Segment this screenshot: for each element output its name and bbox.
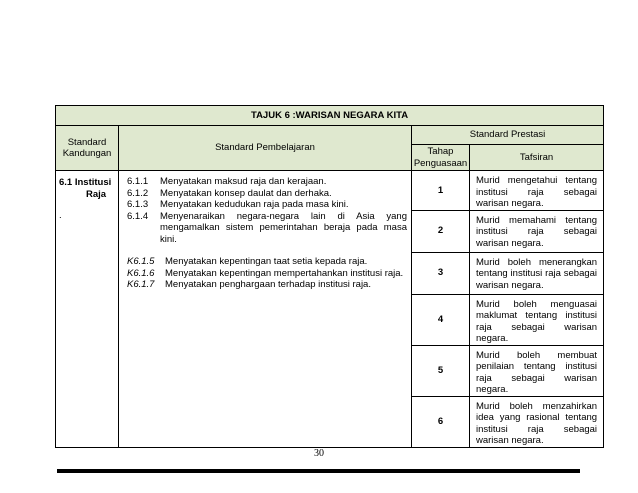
tahap-4: 4 [412,294,470,345]
footer-rule [57,469,580,473]
pembelajaran-item: 6.1.4 Menyenaraikan negara-negara lain di Asia yang mengamalkan sistem pemerintahan beraja pada masa kini. [127,210,407,245]
pembelajaran-item: 6.1.1 Menyatakan maksud raja dan kerajaan. [127,176,327,187]
tahap-6: 6 [412,396,470,447]
header-tahap-penguasaan: Tahap Penguasaan [412,145,470,171]
header-standard-kandungan: Standard Kandungan [56,126,119,171]
tafsiran-2: Murid memahami tentang institusi raja sebagai warisan negara. [470,210,604,252]
kandungan-sub: Raja [86,188,107,200]
kandungan-code: 6.1 Institusi [59,177,112,188]
standard-pembelajaran-cell [119,171,412,448]
standard-kandungan-cell [56,171,119,448]
pembelajaran-item: 6.1.3 Menyatakan kedudukan raja pada masa kini. [127,199,349,210]
pembelajaran-item: 6.1.2 Menyatakan konsep daulat dan derhaka. [127,187,332,199]
page-number: 30 [314,448,324,459]
standards-table [55,105,604,448]
tafsiran-3: Murid boleh menerangkan tentang institusi raja sebagai warisan negara. [470,252,604,294]
tahap-2: 2 [412,210,470,252]
tahap-5: 5 [412,345,470,396]
tafsiran-4: Murid boleh menguasai maklumat tentang institusi raja sebagai warisan negara. [470,294,604,345]
header-standard-pembelajaran: Standard Pembelajaran [119,126,412,171]
pembelajaran-item-k: K6.1.7 Menyatakan penghargaan terhadap institusi raja. [127,279,371,290]
tafsiran-6: Murid boleh menzahirkan idea yang rasional tentang institusi raja sebagai warisan negara. [470,396,604,447]
tafsiran-1: Murid mengetahui tentang institusi raja sebagai warisan negara. [470,171,604,211]
tafsiran-5: Murid boleh membuat penilaian tentang institusi raja sebagai warisan negara. [470,345,604,396]
tahap-1: 1 [412,171,470,211]
topic-title: TAJUK 6 :WARISAN NEGARA KITA [56,106,604,126]
tahap-3: 3 [412,252,470,294]
kandungan-extra: . [59,210,62,221]
pembelajaran-item-k: K6.1.6 Menyatakan kepentingan mempertahankan institusi raja. [127,267,404,279]
header-standard-prestasi: Standard Prestasi [412,126,604,145]
pembelajaran-item-k: K6.1.5 Menyatakan kepentingan taat setia kepada raja. [127,256,368,267]
header-tafsiran: Tafsiran [470,145,604,171]
